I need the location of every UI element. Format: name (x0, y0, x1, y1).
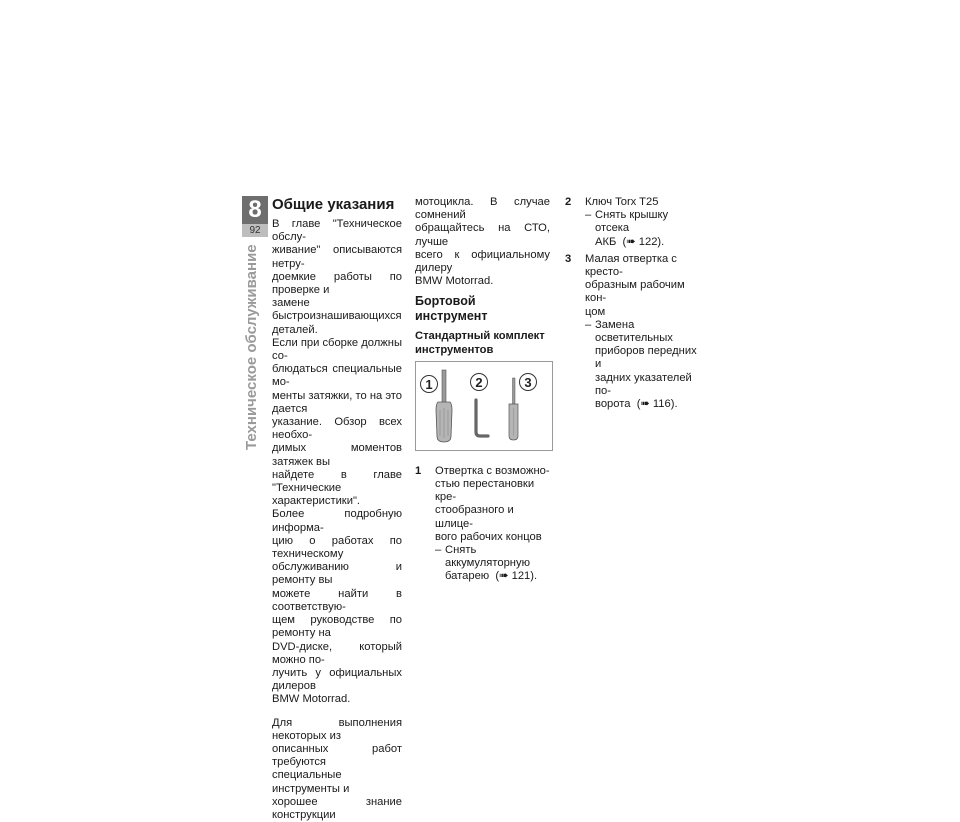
sub-item-3: – Замена осветительных приборов передних и задних указателей по- ворота (➠ 116). (585, 318, 697, 411)
item-number: 3 (565, 252, 572, 265)
paragraph-torque: Если при сборке должны со- блюдаться специальные мо- менты затяжки, то на это дается указание. Обзор всех необхо- димых моментов затяжек вы найдете в главе "Технические характеристики". (272, 336, 403, 508)
screwdriver-large-icon (436, 370, 452, 442)
callout-1 (421, 375, 438, 392)
list-item-3 (565, 253, 700, 319)
item-text: Ключ Torx T25 (585, 196, 659, 208)
list-item-2 (565, 196, 700, 209)
list-item-1 (415, 465, 550, 544)
sub-item-2: – Снять крышку отсека АКБ (➠ 122). (585, 209, 669, 248)
paragraph-more-info: Более подробную информа- цию о работах по техническому обслуживанию и ремонту вы можете найти в соответствую- щем руководстве по ремонту на DVD-диске, который можно по- лучить у официальных дилеров BMW Motorrad. (272, 508, 402, 706)
item-text: Малая отвертка с кресто- образным рабочим кон- цом (585, 252, 685, 318)
paragraph-intro: В главе "Техническое обслу- живание" описываются нетру- доемкие работы по проверке и замене быстроизнашивающихся деталей. (272, 218, 402, 336)
item-number: 1 (415, 464, 422, 477)
svg-text:3: 3 (524, 374, 532, 390)
paragraph-special-tools: Для выполнения некоторых из описанных работ требуются специальные инструменты и хорошее знание конструкции (272, 716, 402, 821)
screwdriver-small-icon (509, 378, 518, 440)
svg-text:1: 1 (425, 376, 433, 392)
torx-key-icon (476, 400, 488, 436)
column-1 (272, 196, 402, 822)
callout-3 (520, 373, 537, 390)
toolkit-figure (415, 361, 553, 451)
page-reference: (➠ 116). (636, 398, 678, 411)
chapter-number: 8 (242, 196, 268, 224)
item-text: Отвертка с возможно- стью перестановки кре- стообразного и шлице- вого рабочих концов (435, 464, 550, 543)
section-title-general: Общие указания (272, 196, 395, 213)
page-reference: (➠ 121). (495, 570, 538, 583)
page-number: 92 (242, 224, 268, 237)
column-3 (565, 196, 700, 411)
callout-2 (471, 373, 488, 390)
subsection-title-standard-kit: Стандартный комплект инструментов (415, 330, 545, 356)
paragraph-continuation: мотоцикла. В случае сомнений обращайтесь на СТО, лучше всего к официальному дилеру BMW Motorrad. (415, 196, 550, 288)
page-reference: (➠ 122). (622, 235, 665, 248)
chapter-side-title: Техническое обслуживание (243, 244, 260, 450)
sub-item-1: – Снять аккумуляторную батарею (➠ 121). (435, 544, 538, 583)
item-number: 2 (565, 196, 572, 208)
section-title-toolkit: Бортовой инструмент (415, 294, 488, 324)
svg-text:2: 2 (475, 374, 483, 390)
tools-illustration (416, 362, 552, 450)
column-2 (415, 196, 550, 584)
